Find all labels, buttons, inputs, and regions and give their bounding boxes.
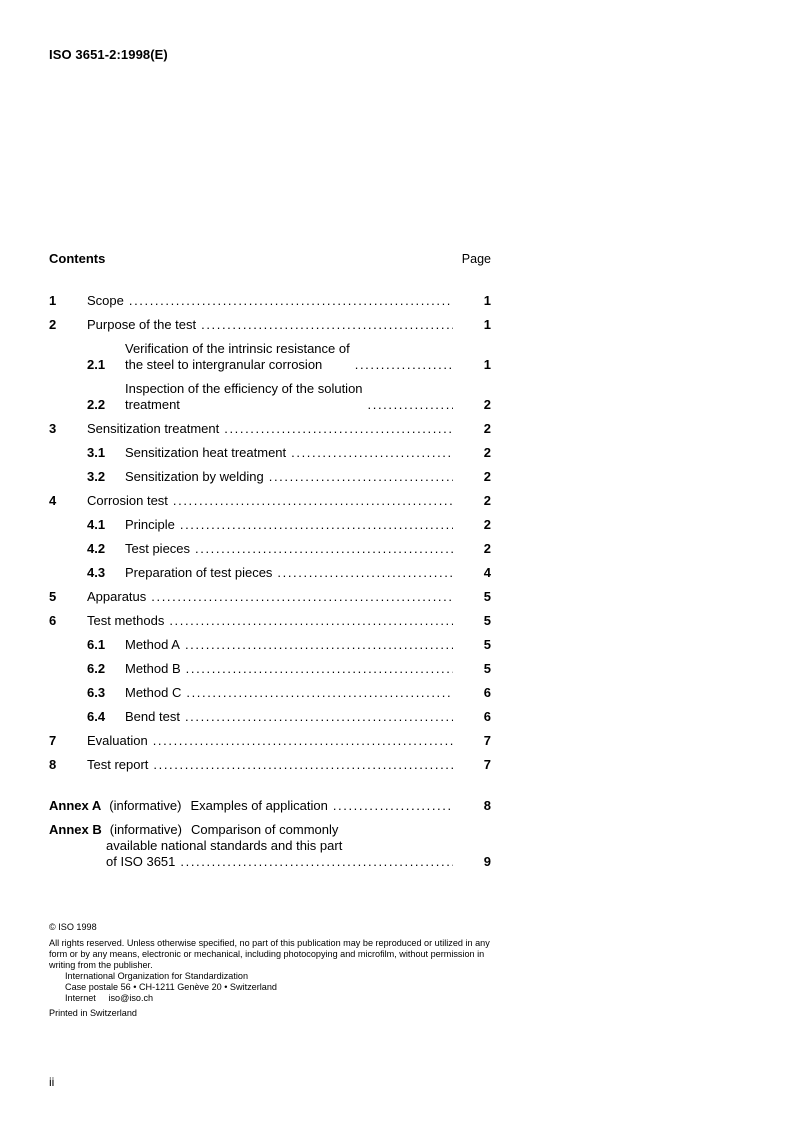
dot-leader [169,613,453,629]
organization-internet: Internet iso@iso.ch [65,993,154,1003]
annex-title-line: of ISO 3651 [106,854,176,869]
dot-leader [355,357,453,373]
toc-entry-list [49,289,491,777]
toc-entry-number: 3 [49,421,57,436]
toc-entry-page: 5 [483,637,491,652]
printed-location: Printed in Switzerland [49,1008,137,1018]
dot-leader [368,397,453,413]
toc-entry-title-line: Scope [87,293,124,308]
dot-leader [269,469,453,485]
toc-entry-2 [49,313,491,337]
toc-entry-2-2 [49,377,491,417]
toc-entry-page: 5 [483,661,491,676]
dot-leader [186,661,453,677]
annex-title-line: available national standards and this part [106,838,343,853]
toc-entry-8 [49,753,491,777]
toc-entry-number: 4.2 [87,541,106,556]
toc-entry-title-line: Method C [125,685,182,700]
table-of-contents [49,251,491,874]
dot-leader [333,798,453,814]
toc-entry-page: 6 [483,685,491,700]
page-column-label: Page [461,252,491,266]
annex-entry-a [49,794,491,818]
toc-entry-page: 2 [483,445,491,460]
toc-entry-number: 1 [49,293,57,308]
toc-entry-number: 2.2 [87,397,106,412]
contents-heading: Contents [49,251,106,266]
dot-leader [185,709,453,725]
dot-leader [185,637,453,653]
toc-entry-title-line: the steel to intergranular corrosion [125,357,323,372]
dot-leader [291,445,453,461]
toc-entry-number: 7 [49,733,57,748]
toc-entry-title-line: Test pieces [125,541,191,556]
rights-statement: All rights reserved. Unless otherwise specified, no part of this publication may be reproduced or utilized in any form or by any means, electronic or mechanical, including photocopying and microfilm, without permission in writing from the publisher. [49,938,490,970]
toc-entry-title-line: treatment [125,397,180,412]
toc-entry-title-line: Method A [125,637,180,652]
toc-entry-title-line: Test report [87,757,149,772]
annex-list [49,794,491,874]
dot-leader [201,317,453,333]
toc-entry-number: 6.4 [87,709,106,724]
annex-label: Annex A [49,798,102,813]
toc-entry-title-line: Sensitization heat treatment [125,445,287,460]
organization-name: International Organization for Standardization [65,971,248,981]
toc-entry-6 [49,609,491,633]
toc-entry-number: 6.3 [87,685,106,700]
dot-leader [195,541,453,557]
toc-entry-3-2 [49,465,491,489]
annex-entry-b [49,818,491,874]
toc-entry-title-line: Evaluation [87,733,148,748]
copyright-block [49,922,494,1019]
dot-leader [224,421,453,437]
toc-entry-page: 7 [483,733,491,748]
toc-entry-5 [49,585,491,609]
dot-leader [186,685,453,701]
toc-entry-3-1 [49,441,491,465]
dot-leader [153,757,453,773]
annex-page: 9 [483,854,491,869]
toc-entry-number: 6.1 [87,637,106,652]
toc-entry-title-line: Preparation of test pieces [125,565,273,580]
toc-entry-title-line: Verification of the intrinsic resistance of [125,341,350,356]
toc-entry-page: 4 [483,565,491,580]
toc-entry-number: 5 [49,589,57,604]
toc-entry-title-line: Test methods [87,613,165,628]
toc-entry-page: 2 [483,421,491,436]
dot-leader [180,854,453,870]
dot-leader [151,589,453,605]
toc-entry-number: 3.1 [87,445,106,460]
copyright-notice: © ISO 1998 [49,922,97,932]
annex-title-line: Examples of application [190,798,328,813]
toc-entry-number: 6.2 [87,661,106,676]
toc-entry-page: 2 [483,541,491,556]
toc-entry-page: 2 [483,469,491,484]
toc-entry-title-line: Bend test [125,709,180,724]
annex-page: 8 [483,798,491,813]
toc-entry-title-line: Inspection of the efficiency of the solution [125,381,363,396]
toc-entry-4-1 [49,513,491,537]
dot-leader [180,517,453,533]
toc-entry-title-line: Method B [125,661,181,676]
toc-entry-number: 2 [49,317,57,332]
toc-entry-title-line: Sensitization by welding [125,469,264,484]
toc-entry-title-line: Apparatus [87,589,147,604]
annex-label: Annex B [49,822,102,837]
toc-entry-6-2 [49,657,491,681]
toc-entry-7 [49,729,491,753]
toc-entry-title-line: Purpose of the test [87,317,197,332]
toc-entry-page: 5 [483,589,491,604]
toc-entry-number: 4.3 [87,565,106,580]
toc-entry-page: 7 [483,757,491,772]
toc-entry-2-1 [49,337,491,377]
toc-entry-number: 4.1 [87,517,106,532]
toc-entry-number: 2.1 [87,357,106,372]
toc-entry-title-line: Corrosion test [87,493,168,508]
contents-header [49,251,491,271]
toc-entry-page: 1 [483,317,491,332]
toc-entry-1 [49,289,491,313]
toc-entry-4 [49,489,491,513]
toc-entry-page: 5 [483,613,491,628]
toc-entry-title-line: Sensitization treatment [87,421,220,436]
toc-entry-page: 2 [483,397,491,412]
annex-title-line: Comparison of commonly [190,822,339,837]
toc-entry-title-line: Principle [125,517,175,532]
dot-leader [153,733,453,749]
toc-entry-page: 2 [483,493,491,508]
page-number: ii [49,1075,55,1089]
toc-entry-number: 3.2 [87,469,106,484]
organization-address: Case postale 56 • CH-1211 Genève 20 • Switzerland [65,982,277,992]
toc-entry-number: 8 [49,757,57,772]
annex-type: (informative) [109,798,182,813]
toc-entry-number: 6 [49,613,57,628]
document-id: ISO 3651-2:1998(E) [49,47,168,62]
annex-type: (informative) [109,822,182,837]
toc-entry-number: 4 [49,493,57,508]
toc-entry-page: 2 [483,517,491,532]
toc-entry-page: 1 [483,293,491,308]
toc-entry-6-1 [49,633,491,657]
toc-entry-3 [49,417,491,441]
dot-leader [173,493,453,509]
toc-entry-page: 1 [483,357,491,372]
toc-entry-6-4 [49,705,491,729]
toc-entry-6-3 [49,681,491,705]
dot-leader [129,293,453,309]
toc-entry-page: 6 [483,709,491,724]
dot-leader [277,565,453,581]
toc-entry-4-3 [49,561,491,585]
toc-entry-4-2 [49,537,491,561]
